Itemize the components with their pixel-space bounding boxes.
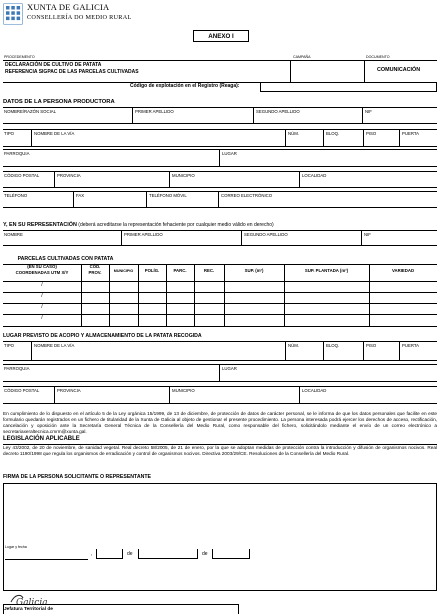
producer-nif-field[interactable]: NIF [365,109,372,114]
parcel-row-4-coords[interactable]: / [41,315,43,321]
parcels-header-coords-2: COORDENADAS UTM X/Y [15,270,69,275]
parcels-header-prov-1: CÓD. [89,264,101,269]
date-month-field[interactable] [138,549,198,559]
legislation-section-title: LEGISLACIÓN APLICABLE [3,436,80,442]
producer-num-field[interactable]: NÚM. [288,131,299,136]
parcels-section-title: PARCELAS CULTIVADAS CON PATATA [17,256,114,262]
procedure-line1: DECLARACIÓN DE CULTIVO DE PATATA [5,62,102,68]
registry-code-label: Código de explotación en el Registro (Reaga): [130,83,240,89]
producer-floor-field[interactable]: PISO [366,131,377,136]
document-label: DOCUMENTO [366,55,390,59]
storage-door-field[interactable]: PUERTA [402,343,420,348]
storage-postcode-field[interactable]: CÓDIGO POSTAL [4,388,40,393]
producer-surname2-field[interactable]: SEGUNDO APELLIDO [256,109,300,114]
date-de-2: de [202,551,208,557]
storage-section-title: LUGAR PREVISTO DE ACOPIO Y ALMACENAMIENTO DE LA PATATA RECOGIDA [3,333,202,339]
place-date-label: Lugar y fecha [5,545,27,549]
producer-place-field[interactable]: LUGAR [222,151,237,156]
producer-street-field[interactable]: NOMBRE DE LA VÍA [34,131,75,136]
parcel-row-3-coords[interactable]: / [41,304,43,310]
campaign-label: CAMPAÑA [293,55,311,59]
producer-mobile-field[interactable]: TELÉFONO MÓVIL [149,193,187,198]
producer-section-title: DATOS DE LA PERSONA PRODUCTORA [3,99,115,105]
storage-locality-field[interactable]: LOCALIDAD [302,388,327,393]
registry-code-field[interactable] [260,83,437,92]
procedure-label: PROCEDEMENTO [4,55,35,59]
parcels-header-planted-surface: SUP. PLANTADA (m²) [304,268,349,273]
producer-name-field[interactable]: NOMBRE/RAZÓN SOCIAL [4,109,57,114]
signature-area[interactable] [3,483,437,591]
representative-name-field[interactable]: NOMBRE [4,232,23,237]
parcels-header-parcel: PARC. [173,268,187,273]
place-underline [5,559,88,560]
parcels-header-coords-1: (EN SU CASO) [27,264,57,269]
storage-num-field[interactable]: NÚM. [288,343,299,348]
producer-locality-field[interactable]: LOCALIDAD [302,173,327,178]
storage-floor-field[interactable]: PISO [366,343,377,348]
producer-municipality-field[interactable]: MUNICIPIO [172,173,195,178]
date-year-field[interactable] [212,549,250,559]
producer-phone-field[interactable]: TELÉFONO [4,193,28,198]
producer-fax-field[interactable]: FAX [76,193,85,198]
representative-title-bold: Y, EN SU REPRESENTACIÓN [3,222,77,228]
parcel-row-2-coords[interactable]: / [41,293,43,299]
representative-title-note: (deberá acreditarse la representación fehaciente por cualquier medio válido en derecho) [76,222,274,228]
storage-bloq-field[interactable]: BLOQ. [326,343,340,348]
parcel-row-1-coords[interactable]: / [41,282,43,288]
storage-type-field[interactable]: TIPO [4,343,15,348]
producer-bloq-field[interactable]: BLOQ. [326,131,340,136]
signature-section-title: FIRMA DE LA PERSONA SOLICITANTE O REPRESENTANTE [3,474,151,480]
date-comma: , [91,551,93,557]
document-value: COMUNICACIÓN [377,67,421,73]
privacy-notice: En cumplimiento de lo dispuesto en el artículo 5 de la Ley orgánica 15/1999, de 13 de diciembre, de protección de datos de carácter personal, se le informa de que los datos personales que facilite en este formulario quedarán registrados en un fichero de titularidad de la Xunta de Galicia al objeto de gestionar el presente procedimiento. La persona interesada podrá ejercer los derechos de acceso, rectificación, cancelación y oposición ante la Secretaría General Técnica de la Consellería del Medio Rural, como responsable del fichero, solicitándolo mediante el envío de un correo electrónico a secretariaxeraltecnica.cmrm@xunta.gal. [3,411,437,435]
procedure-line2: REFERENCIA SIGPAC DE LAS PARCELAS CULTIVADAS [5,69,139,75]
storage-street-field[interactable]: NOMBRE DE LA VÍA [34,343,75,348]
representative-surname2-field[interactable]: SEGUNDO APELLIDO [244,232,288,237]
parcels-header-surface: SUP. (m²) [244,268,264,273]
parcels-header-enclosure: REC. [203,268,215,273]
office-field[interactable] [3,604,239,614]
org-department: CONSELLERÍA DO MEDIO RURAL [27,14,132,21]
xunta-logo [3,3,23,25]
producer-province-field[interactable]: PROVINCIA [57,173,81,178]
office-label: Jefatura Territorial de [4,607,53,612]
parcels-header-prov-2: PROV. [88,270,102,275]
representative-nif-field[interactable]: NIF [364,232,371,237]
org-name: XUNTA DE GALICIA [27,2,110,12]
producer-postcode-field[interactable]: CÓDIGO POSTAL [4,173,40,178]
storage-parish-field[interactable]: PARROQUIA [4,366,30,371]
storage-place-field[interactable]: LUGAR [222,366,237,371]
parcels-header-variety: VARIEDAD [391,268,415,273]
producer-parish-field[interactable]: PARROQUIA [4,151,30,156]
representative-surname1-field[interactable]: PRIMER APELLIDO [124,232,163,237]
date-de-1: de [127,551,133,557]
storage-province-field[interactable]: PROVINCIA [57,388,81,393]
parcels-header-polygon: POLÍG. [144,268,160,273]
producer-email-field[interactable]: CORREO ELECTRÓNICO [221,193,273,198]
producer-type-field[interactable]: TIPO [4,131,15,136]
parcels-header-municipality: MUNICIPIO [113,269,134,273]
producer-surname1-field[interactable]: PRIMER APELLIDO [135,109,174,114]
representative-section-title [3,222,274,229]
producer-door-field[interactable]: PUERTA [402,131,420,136]
date-day-field[interactable] [96,549,123,559]
storage-municipality-field[interactable]: MUNICIPIO [172,388,195,393]
legislation-text: Ley 43/2002, de 20 de noviembre, de sanidad vegetal. Real decreto 58/2005, de 21 de enero, por la que se adoptan medidas de protección contra la introducción y difusión de organismos nocivos. Real decreto 1190/1998 que regula los organismos de erradicación y control de organismos nocivos. Directiva 2003/29/CE. Resoluciones de la Consellería del Medio Rural. [3,445,437,457]
annex-title: ANEXO I [208,32,234,40]
galicia-logo-text: Galicia [16,598,48,608]
